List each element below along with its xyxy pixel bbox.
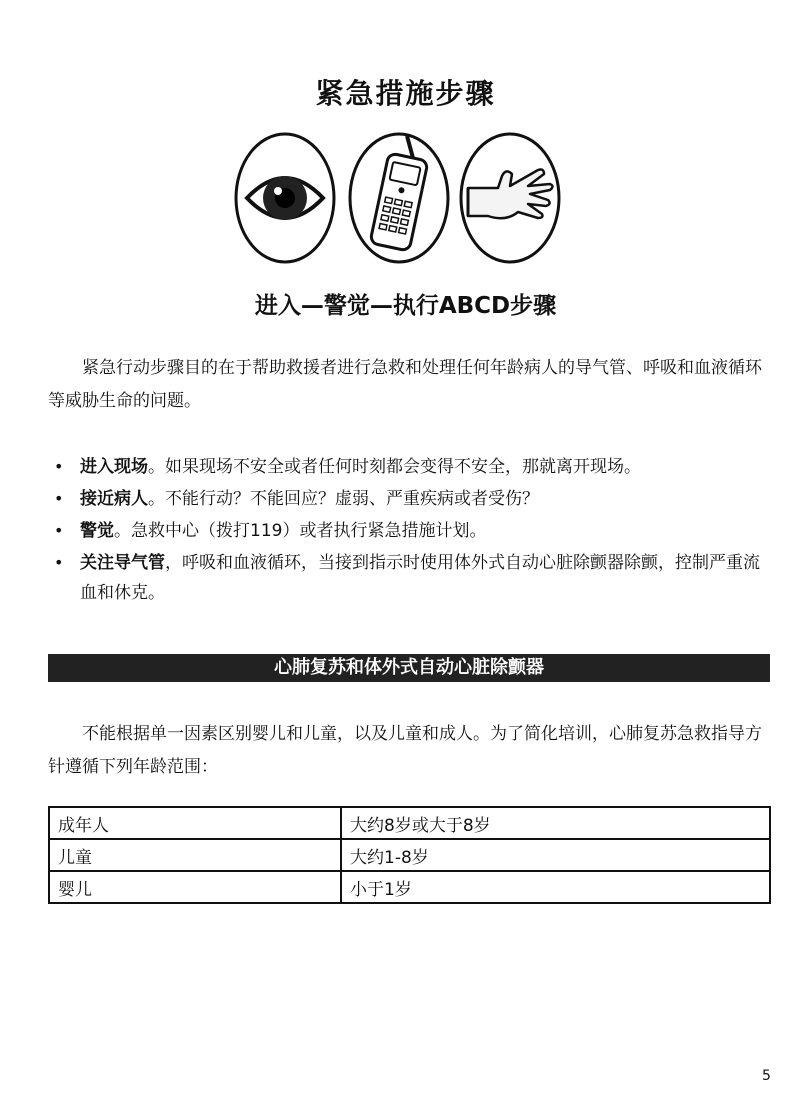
table-row bbox=[49, 871, 770, 903]
page-number: 5 bbox=[762, 1068, 771, 1084]
age-group-cell: 成年人 bbox=[49, 807, 341, 839]
intro-paragraph: 紧急行动步骤目的在于帮助救援者进行急救和处理任何年龄病人的导气管、呼吸和血液循环等威胁生命的问题。 bbox=[48, 358, 762, 411]
age-range-cell: 大约8岁或大于8岁 bbox=[341, 807, 770, 839]
hand-icon bbox=[458, 130, 562, 266]
age-range-table bbox=[48, 806, 771, 904]
list-item: • 警觉。急救中心（拨打119）或者执行紧急措施计划。 bbox=[48, 516, 772, 546]
table-row bbox=[49, 807, 770, 839]
age-range-cell: 小于1岁 bbox=[341, 871, 770, 903]
age-group-cell: 婴儿 bbox=[49, 871, 341, 903]
section-banner: 心肺复苏和体外式自动心脏除颤器 bbox=[48, 654, 770, 682]
list-item: • 进入现场。如果现场不安全或者任何时刻都会变得不安全，那就离开现场。 bbox=[48, 452, 772, 482]
phone-icon bbox=[347, 130, 451, 266]
list-item: • 接近病人。不能行动？不能回应？虚弱、严重疾病或者受伤？ bbox=[48, 484, 772, 514]
list-item: • 关注导气管，呼吸和血液循环，当接到指示时使用体外式自动心脏除颤器除颤，控制严重流血和休克。 bbox=[48, 548, 772, 608]
eye-icon bbox=[233, 130, 337, 266]
table-row bbox=[49, 839, 770, 871]
age-range-cell: 大约1-8岁 bbox=[341, 839, 770, 871]
section-subtitle: 进入—警觉—执行ABCD步骤 bbox=[254, 293, 557, 319]
age-group-cell: 儿童 bbox=[49, 839, 341, 871]
page-title: 紧急措施步骤 bbox=[315, 77, 496, 110]
age-paragraph: 不能根据单一因素区别婴儿和儿童，以及儿童和成人。为了简化培训，心肺复苏急救指导方针遵循下列年龄范围： bbox=[48, 724, 762, 777]
steps-list bbox=[48, 452, 772, 610]
